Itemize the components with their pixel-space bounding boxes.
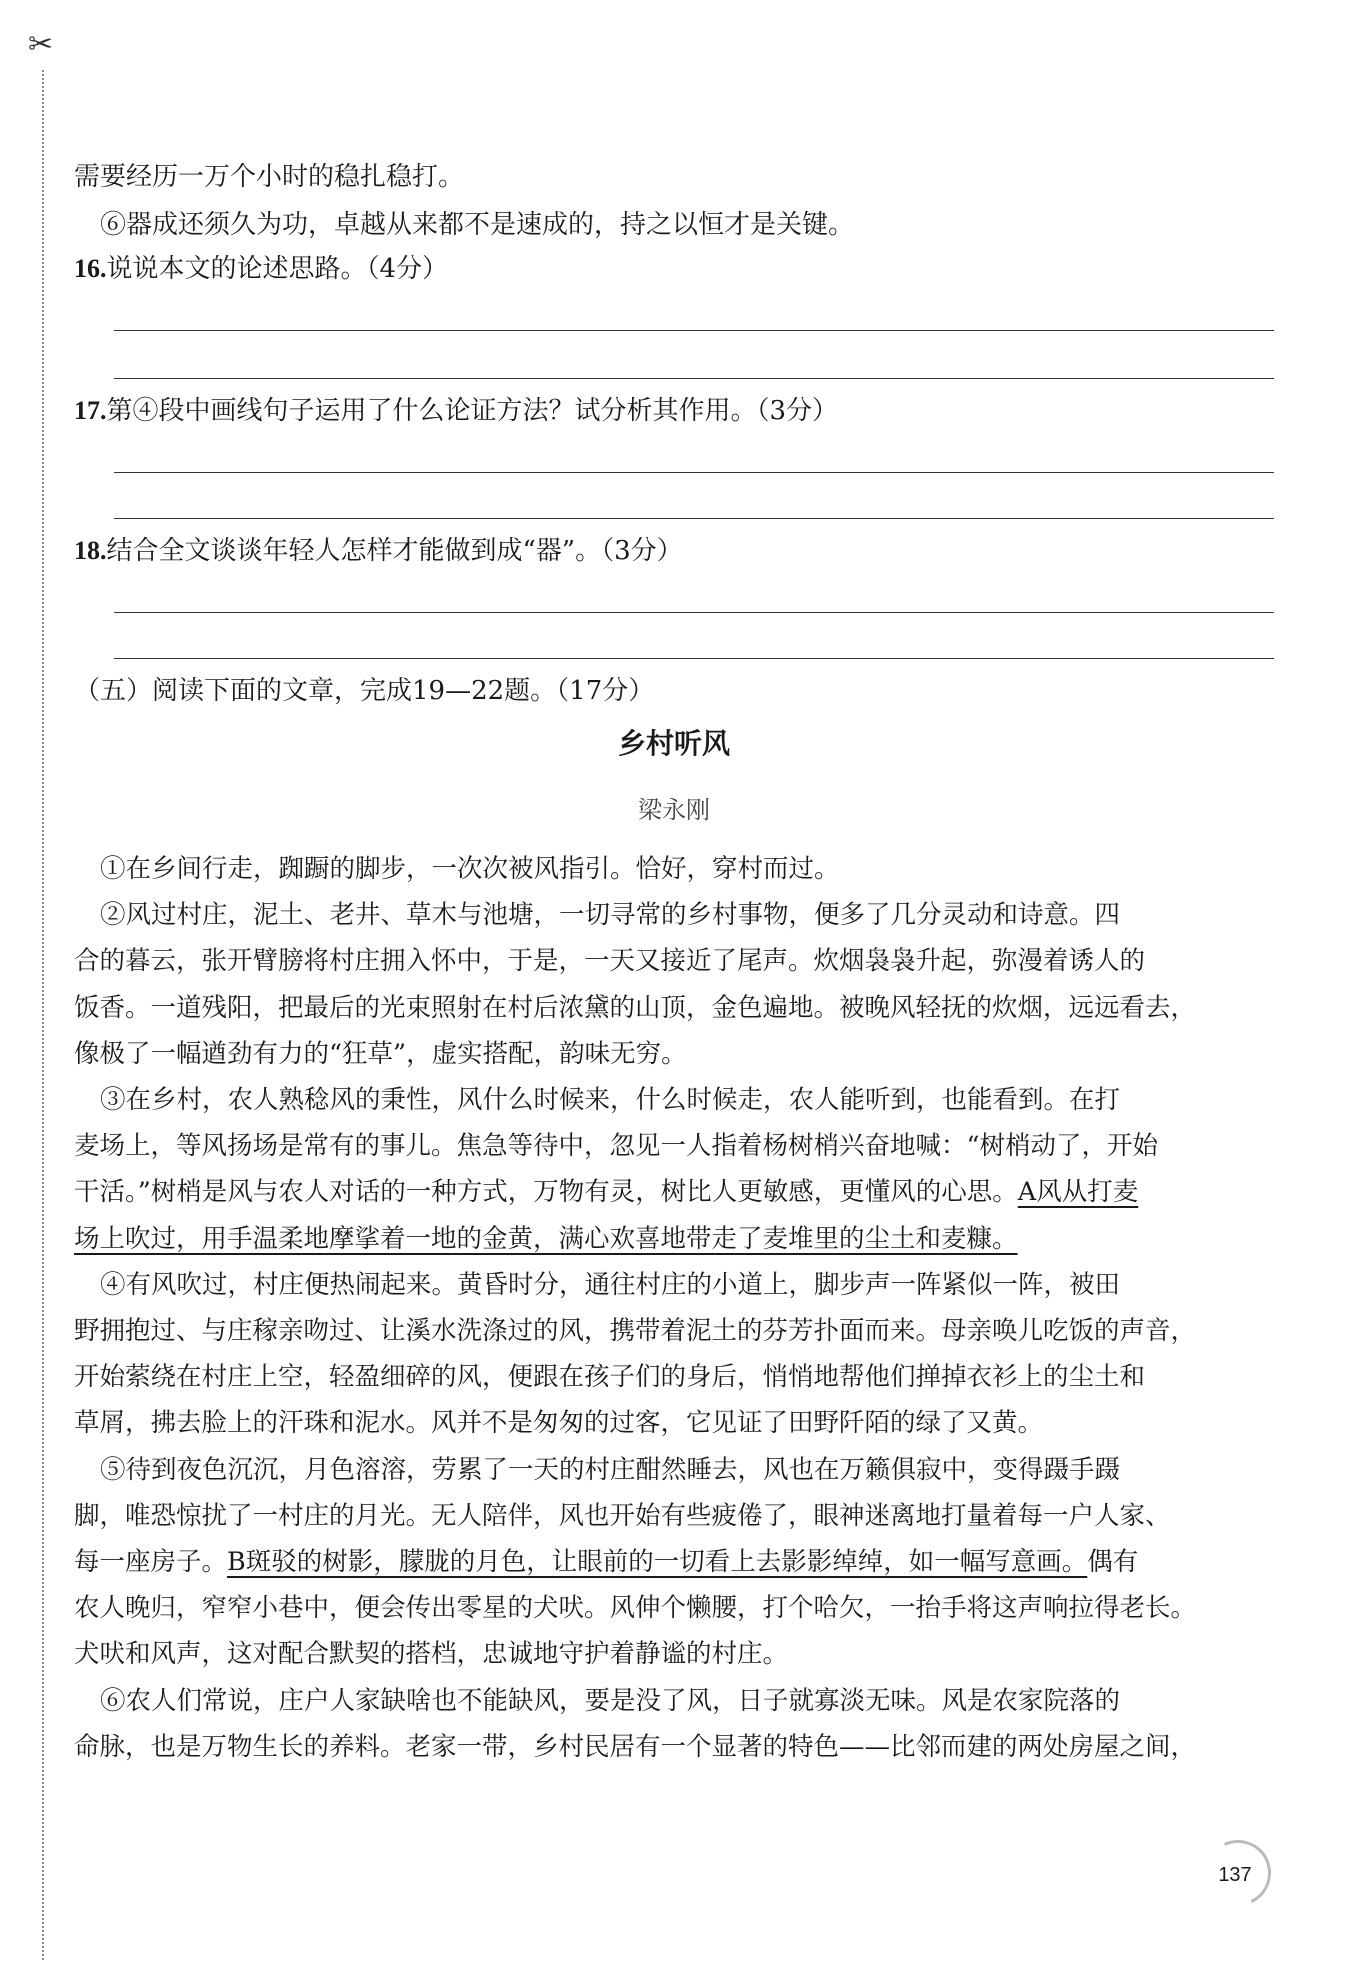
line-text: 偶有 [1087,1547,1139,1577]
question-16 [74,252,1274,286]
article-line: ⑥农人们常说，庄户人家缺啥也不能缺风，要是没了风，日子就寡淡无味。风是农家院落的 [100,1685,1121,1716]
article-line: 合的暮云，张开臂膀将村庄拥入怀中，于是，一天又接近了尾声。炊烟袅袅升起，弥漫着诱人的 [74,946,1146,977]
article-line: 命脉，也是万物生长的养料。老家一带，乡村民居有一个显著的特色——比邻而建的两处房屋之间， [74,1731,1197,1762]
question-17 [74,394,1274,428]
answer-line[interactable] [114,330,1274,331]
article-line [74,1539,1274,1585]
underlined-sentence: B斑驳的树影，朦胧的月色，让眼前的一切看上去影影绰绰，如一幅写意画。 [227,1547,1088,1577]
article-line: 野拥抱过、与庄稼亲吻过、让溪水洗涤过的风，携带着泥土的芬芳扑面而来。母亲唤儿吃饭的声音， [74,1316,1197,1346]
answer-line[interactable] [114,472,1274,473]
article-line: 草屑，拂去脸上的汗珠和泥水。风并不是匆匆的过客，它见证了田野阡陌的绿了又黄。 [74,1408,1044,1439]
article-line: 饭香。一道残阳，把最后的光束照射在村后浓黛的山顶，金色遍地。被晚风轻抚的炊烟，远远看去， [74,992,1197,1023]
answer-line[interactable] [114,518,1274,519]
line-text: 干活。”树梢是风与农人对话的一种方式，万物有灵，树比人更敏感，更懂风的心思。 [74,1177,1018,1208]
question-text: 第④段中画线句子运用了什么论证方法？试分析其作用。（3分） [106,396,839,426]
article-author: 梁永刚 [638,796,710,824]
article-line: 开始萦绕在村庄上空，轻盈细碎的风，便跟在孩子们的身后，悄悄地帮他们掸掉衣衫上的尘土和 [74,1362,1146,1393]
section-heading: （五）阅读下面的文章，完成19—22题。（17分） [74,676,655,706]
article-line: ⑤待到夜色沉沉，月色溶溶，劳累了一天的村庄酣然睡去，风也在万籁俱寂中，变得蹑手蹑 [100,1454,1121,1485]
scissors-icon: ✂ [28,27,54,62]
question-text: 说说本文的论述思路。（4分） [106,254,449,284]
answer-line[interactable] [114,658,1274,659]
article-line: ③在乡村，农人熟稔风的秉性，风什么时候来，什么时候走，农人能听到，也能看到。在打 [100,1085,1121,1115]
cut-line [42,70,44,1960]
article-line: 麦场上，等风扬场是常有的事儿。焦急等待中，忽见一人指着杨树梢兴奋地喊：“树梢动了，开始 [74,1131,1159,1162]
article-line: 犬吠和风声，这对配合默契的搭档，忠诚地守护着静谧的村庄。 [74,1639,789,1670]
passage-end-line-2: ⑥器成还须久为功，卓越从来都不是速成的，持之以恒才是关键。 [100,210,855,240]
article-line: 脚，唯恐惊扰了一村庄的月光。无人陪伴，风也开始有些疲倦了，眼神迷离地打量着每一户人家、 [74,1500,1171,1531]
question-number: 16. [74,254,107,283]
page-number: 137 [1218,1864,1252,1886]
article-line [74,1169,1274,1215]
article-line: ②风过村庄，泥土、老井、草木与池塘，一切寻常的乡村事物，便多了几分灵动和诗意。四 [100,900,1121,931]
line-text: 每一座房子。 [74,1547,228,1577]
passage-end-line-1: 需要经历一万个小时的稳扎稳打。 [74,162,465,192]
underlined-sentence: 场上吹过，用手温柔地摩挲着一地的金黄，满心欢喜地带走了麦堆里的尘土和麦糠。 [74,1223,1018,1254]
article-line: 像极了一幅遒劲有力的“狂草”，虚实搭配，韵味无穷。 [74,1038,687,1069]
question-number: 17. [74,396,107,425]
question-18 [74,534,1274,568]
article-line: ④有风吹过，村庄便热闹起来。黄昏时分，通往村庄的小道上，脚步声一阵紧似一阵，被田 [100,1269,1121,1300]
answer-line[interactable] [114,378,1274,379]
question-text: 结合全文谈谈年轻人怎样才能做到成“器”。（3分） [106,536,683,566]
answer-line[interactable] [114,612,1274,613]
underlined-sentence: A风从打麦 [1017,1177,1139,1208]
article-line: ①在乡间行走，踟蹰的脚步，一次次被风指引。恰好，穿村而过。 [100,854,840,884]
question-number: 18. [74,536,107,565]
article-line [74,1216,1274,1262]
article-line: 农人晚归，窄窄小巷中，便会传出零星的犬吠。风伸个懒腰，打个哈欠，一抬手将这声响拉得老长。 [74,1593,1197,1624]
article-title: 乡村听风 [617,727,730,760]
